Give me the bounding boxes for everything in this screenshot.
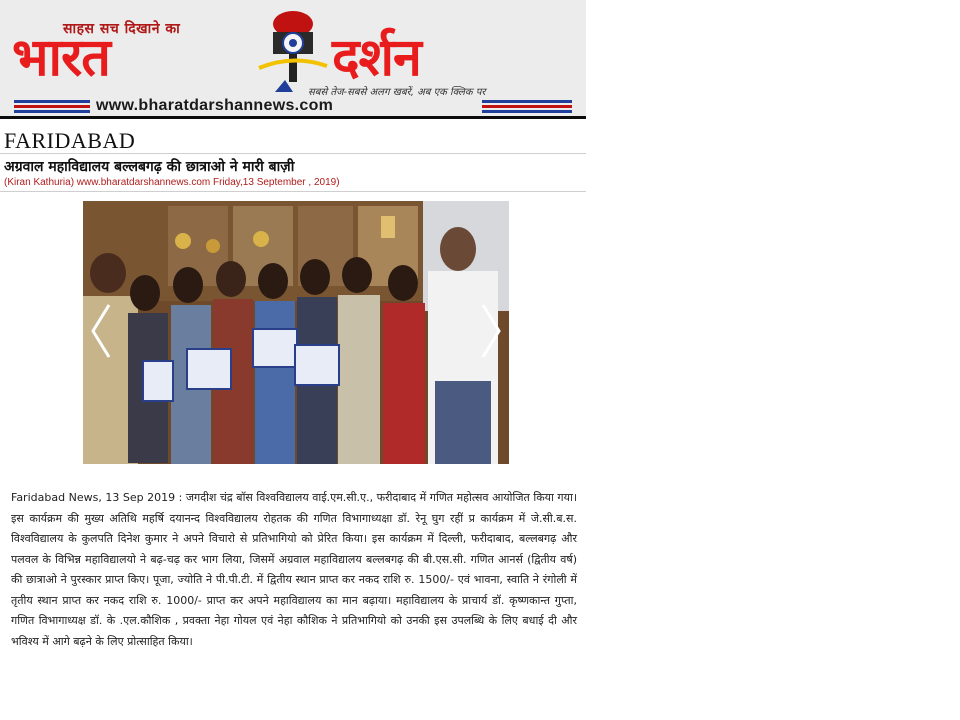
masthead-url: www.bharatdarshannews.com xyxy=(96,97,334,114)
article-byline: (Kiran Kathuria) www.bharatdarshannews.com Friday,13 September , 2019) xyxy=(4,177,340,188)
article-headline: अग्रवाल महाविद्यालय बल्लबगढ़ की छात्राओ ने मारी बाज़ी xyxy=(4,159,295,175)
photo-illustration xyxy=(83,201,509,464)
section-title: FARIDABAD xyxy=(4,128,136,153)
brand-name-right: दर्शन xyxy=(332,28,421,88)
article-body: Faridabad News, 13 Sep 2019 : जगदीश चंद्र बॉस विश्वविद्यालय वाई.एम.सी.ए., फरीदाबाद में गणित महोत्सव आयोजित किया गया। इस कार्यक्रम की मुख्य अतिथि महर्षि दयानन्द विश्वविद्यालय रोहतक की गणित विभागाध्यक्षा डॉ. रेनू घुग रहीं प्र कार्यक्रम में जे.सी.ब.स. विश्वविद्यालय के कुलपति दिनेश कुमार ने अपने विचारो से प्रतिभागियो को प्रेरित किया। इस कार्यक्रम में दिल्ली, फरीदाबाद, बल्लबगढ़ और पलवल के विभिन्न महाविद्यालयो ने बढ़-चढ़ कर भाग लिया, जिसमें अग्रवाल महाविद्यालय बल्लबगढ़ की बी.एस.सी. गणित आनर्स (द्वितीय वर्ष) की छात्राओ ने पुरस्कार प्राप्त किए। पूजा, ज्योति ने पी.पी.टी. में द्वितीय स्थान प्राप्त कर नकद राशि रु. 1500/- एवं भावना, स्वाति ने रंगोली में तृतीय स्थान प्राप्त कर नकद राशि रु. 1000/- प्राप्त कर अपने महाविद्यालय का मान बढ़ाया। महाविद्यालय के प्राचार्य डॉ. कृष्णकान्त गुप्ता, गणित विभागाध्यक्ष डॉ. के .एल.कौशिक , प्रवक्ता नेहा गोयल एवं नेहा कौशिक ने प्रतिभागियो को उनकी इस उपलब्धि के लिए बधाई दी और भविश्य में आगे बढ़ने के लिए प्रोत्साहित किया। xyxy=(11,491,577,648)
stripe-right-red xyxy=(482,105,572,108)
stripe-right xyxy=(482,100,572,103)
chevron-right-icon[interactable] xyxy=(477,301,503,361)
stripe-right-blue xyxy=(482,110,572,113)
group-photo xyxy=(83,201,509,464)
section-divider xyxy=(0,153,586,154)
masthead-divider xyxy=(0,116,586,119)
byline-divider xyxy=(0,191,586,192)
chevron-left-icon[interactable] xyxy=(89,301,115,361)
masthead-subtitle: सबसे तेज-सबसे अलग खबरें, अब एक क्लिक पर xyxy=(308,87,486,98)
masthead-tagline: साहस सच दिखाने का xyxy=(63,21,181,37)
stripe-left xyxy=(14,100,90,103)
masthead xyxy=(0,0,586,118)
brand-name-left: भारत xyxy=(12,28,110,88)
stripe-left-blue xyxy=(14,110,90,113)
stripe-left-red xyxy=(14,105,90,108)
